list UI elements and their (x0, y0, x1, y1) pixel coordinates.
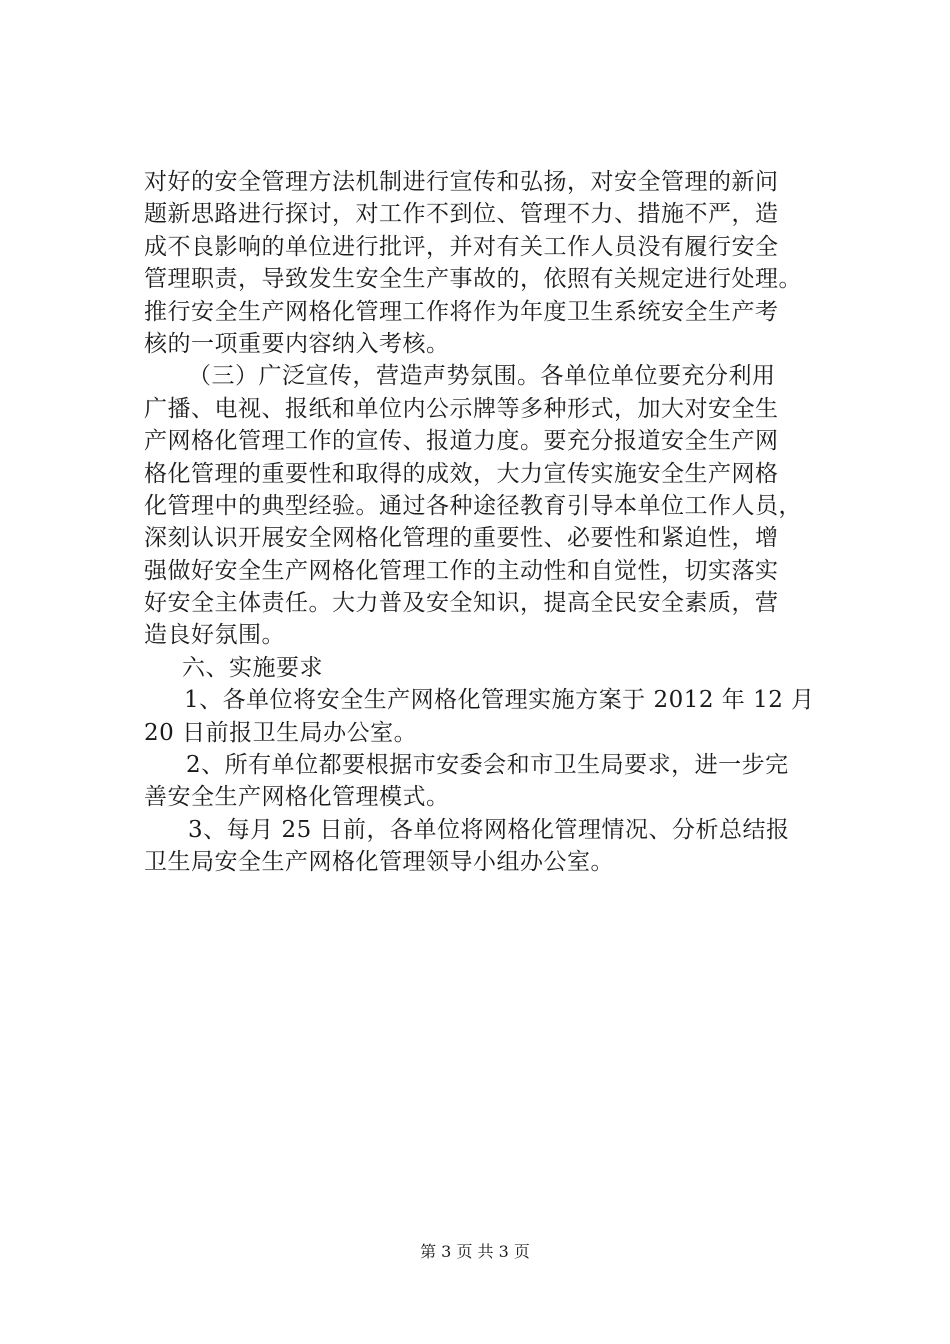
text-line: 好安全主体责任。大力普及安全知识，提高全民安全素质，营 (144, 590, 779, 617)
text-line: 题新思路进行探讨，对工作不到位、管理不力、措施不严，造 (144, 201, 779, 228)
text-line: 造良好氛围。 (144, 622, 285, 649)
text-line: 深刻认识开展安全网格化管理的重要性、必要性和紧迫性，增 (144, 525, 779, 552)
text-line: 对好的安全管理方法机制进行宣传和弘扬，对安全管理的新问 (144, 169, 779, 195)
section-heading-requirements: 六、实施要求 (182, 654, 323, 681)
text-line: 核的一项重要内容纳入考核。 (144, 330, 450, 357)
document-body (144, 166, 844, 879)
text-line: 推行安全生产网格化管理工作将作为年度卫生系统安全生产考 (144, 298, 779, 325)
text-line: 卫生局安全生产网格化管理领导小组办公室。 (144, 849, 614, 876)
text-line: 产网格化管理工作的宣传、报道力度。要充分报道安全生产网 (144, 428, 779, 455)
text-line: 管理职责，导致发生安全生产事故的，依照有关规定进行处理。 (144, 266, 802, 293)
requirement-item-1: 1、各单位将安全生产网格化管理实施方案于 2012 年 12 月 (184, 687, 815, 714)
text-line: 20 日前报卫生局办公室。 (144, 719, 418, 746)
text-line: 善安全生产网格化管理模式。 (144, 784, 450, 811)
requirement-item-2: 2、所有单位都要根据市安委会和市卫生局要求，进一步完 (186, 752, 789, 779)
text-line: 格化管理的重要性和取得的成效，大力宣传实施安全生产网格 (144, 460, 779, 487)
text-line: 广播、电视、报纸和单位内公示牌等多种形式，加大对安全生 (144, 395, 779, 422)
section-heading-publicity: （三）广泛宣传，营造声势氛围。各单位单位要充分利用 (188, 363, 776, 390)
text-line: 化管理中的典型经验。通过各种途径教育引导本单位工作人员， (144, 492, 802, 519)
requirement-item-3: 3、每月 25 日前，各单位将网格化管理情况、分析总结报 (188, 816, 790, 843)
text-line: 成不良影响的单位进行批评，并对有关工作人员没有履行安全 (144, 233, 779, 260)
text-line: 强做好安全生产网格化管理工作的主动性和自觉性，切实落实 (144, 557, 779, 584)
page-number-footer: 第 3 页 共 3 页 (420, 1242, 530, 1261)
